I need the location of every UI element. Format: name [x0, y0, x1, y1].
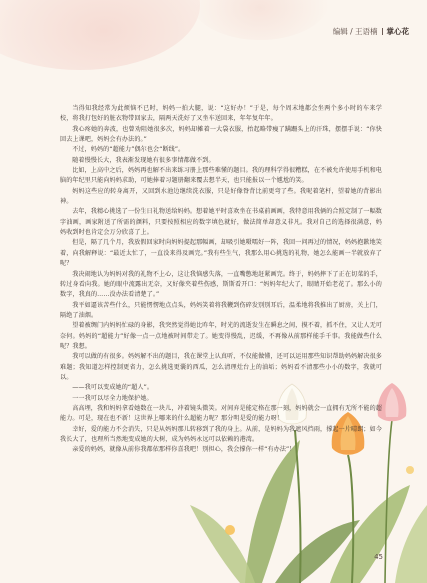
paragraph: 随着慢慢长大，我表渐发现她有很多事情都做不到。 [72, 156, 215, 164]
editor-credit: 编辑 / 王语楠 [332, 27, 378, 36]
paragraph: 去年，我精心挑选了一份生日礼物送给妈妈。想着她平时喜欢坐在书桌前画画，我特意用我俩的合照定制了一幅数字油画，画家附送了所需的颜料，只要按照相应的数字填色就好，做法简单却意义非凡。我对自己的选择很满意，妈妈收到时也肯定会万分欣喜了上。 [60, 208, 382, 237]
paragraph: 不过，妈妈的“超能力”偶尔也会“断线”。 [72, 146, 185, 154]
paragraph: 但是，隔了几个月，我放假回家时向妈妈提起那幅画，却吸引她嗫嚅好一阵，我回一问再过的情况，妈妈抱歉地笑着，向我解释说：“最近太忙了，一直没来得及画完。”我有些生气，我那么用心挑选的礼物，她怎么能画一半就放弃了呢？ [60, 239, 382, 268]
paragraph: 当得知我经常为此烦恼不已时，妈妈一拍大腿，说：“这好办！”于是，每个周末地都会坐两个多小时的车来学校，将我打包好的脏衣物带回家去，隔两天洗好了又坐车送回来，年年复年年。 [60, 105, 382, 123]
paragraph: 我决闹地认为妈妈对我的礼物不上心，这让我恼感失落，一直嘴憋地赶紧画完。终于，妈妈摔下了正在切菜的手，转过身看向我。她的眼中流露出无奈，又好像夹着些伤感，斯斯看开口：“妈妈年纪大了，眼睛开始老花了。那么小的数字，我真的……没办法看清楚了。” [60, 270, 382, 299]
article-body [60, 104, 382, 456]
paragraph: 比如，上高中之后，妈妈再也解不出来练习册上那些难懂的题目。我的理科学得很糟糕，在不被允许使用手机和电脑的年纪里只能向妈妈求助，可她捧着习题册翻来覆去想半天，也只能报以一个尴尬的笑。 [60, 167, 382, 185]
paragraph: 我可以做的有很多。妈妈解不出的题目，我在课堂上认真听，不仅能做懂，还可以运用那些知识帮助妈妈解决很多难题；我知道怎样控制更省力，怎么挑选更囊的西瓜，怎么清理灶台上的油垢；妈妈看不清那些小小的数字，我就可以。 [60, 353, 382, 381]
paragraph: 望着被绸门内妈妈忙碌的身影，我突然觉得她比昨年，时光的流逝发生在瞬息之间，摸不着，抓不住，又让人无可奈何。妈妈的“超能力”好像一点一点地被时间带走了。她变得慢乱，迟缓，不再像从前那样能手千事。我能做些什么呢？我想。 [60, 322, 382, 350]
paragraph: 幸好，爱的能力不会消失，只是从妈妈那儿转移到了我的身上。从前，是妈妈为我遮风挡雨，撑起一片晴朗；如今我长大了，也理所当然地变成她的大树，成为妈妈永远可以依赖的港湾。 [60, 425, 382, 443]
page-number: 45 [374, 553, 383, 561]
paragraph: 我心疼她的奔波，也曾劝阻她很多次，妈妈却摊着一大袋衣服，抬起略带瘦了蹒跚头上的汗珠，摆摆手说：“你快回去上课吧，妈妈会有办法的。” [60, 125, 382, 144]
column-title: 掌心花 [386, 27, 409, 36]
paragraph: 一一我可以尽全力地保护她。 [72, 394, 153, 402]
paragraph: 我平如逼该苦些什么，只能愣愣地点点头，妈妈笑着将我鞭到伤碎发别别耳后，温柔地将我推出了厨房，关上门，隔绝了油烟。 [60, 301, 382, 319]
paragraph: 妈妈这些应的转身离开，又回到水池边继续洗衣服，只是好像脊背比前更弯了些。我呢着笔杆，望着她的背影出神。 [60, 187, 382, 206]
paragraph: 高高埋，我和妈妈拿看她数在一块儿，冲着镜头微笑。对间弃是能定格在那一刻，妈妈就会一直拥有无所不能的超能力。可是，现在也不新！这世界上哪来的什么超能力呢？那分明是爱的能力呀！ [60, 404, 382, 423]
paragraph: 亲爱的妈妈，就像从前你我都依那样你喜我吧！别担心，我会撑你一样“有办法”！ [72, 446, 296, 454]
paragraph: ——我可以变成她的“超人”。 [72, 384, 154, 392]
